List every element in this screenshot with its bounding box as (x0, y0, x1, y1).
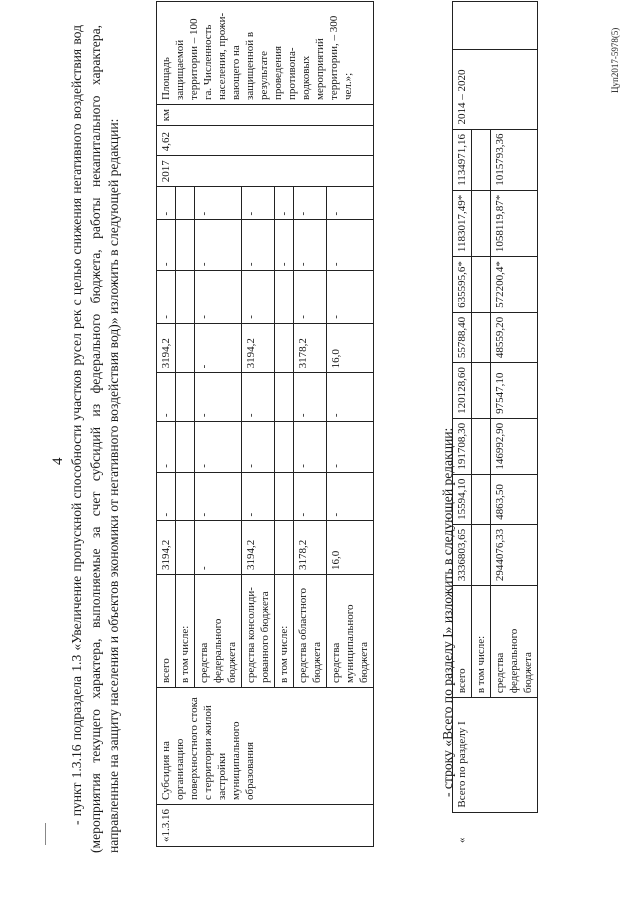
table-cell: - (242, 187, 275, 220)
table-cell (472, 524, 491, 585)
row-label: средства консолиди-рованного бюджета (242, 574, 275, 687)
table-cell: 3194,2 (242, 323, 275, 373)
table-cell: - (294, 187, 327, 220)
table-cell: 635595,6* (453, 257, 472, 313)
table-cell: 572200,4* (491, 257, 538, 313)
table-cell (176, 187, 195, 220)
table-cell (275, 373, 294, 422)
table-cell: - (195, 373, 242, 422)
table-cell: 1183017,49* (453, 190, 472, 256)
table-cell: - (275, 220, 294, 271)
table-cell: - (157, 187, 176, 220)
table-cell: - (195, 422, 242, 473)
table-cell: - (327, 422, 374, 473)
intro-paragraph (68, 25, 124, 853)
table-cell (275, 271, 294, 324)
table-cell (176, 271, 195, 324)
table-cell (176, 220, 195, 271)
table-cell: - (242, 472, 275, 521)
table-row (453, 2, 472, 848)
table-cell (176, 472, 195, 521)
table-cell: - (157, 271, 176, 324)
table-cell: 55788,40 (453, 312, 472, 362)
table-cell: - (275, 187, 294, 220)
table-cell: - (242, 422, 275, 473)
table-cell (472, 363, 491, 419)
table-cell (176, 373, 195, 422)
table-cell (472, 418, 491, 474)
table-cell: - (157, 220, 176, 271)
table-cell: - (195, 323, 242, 373)
table-cell: 2944076,33 (491, 524, 538, 585)
table-cell (472, 312, 491, 362)
total-table (452, 1, 538, 847)
table-cell: - (327, 220, 374, 271)
table-cell (472, 129, 491, 190)
table-cell: 146992,90 (491, 418, 538, 474)
table-cell: 4863,50 (491, 474, 538, 524)
row-label: всего (157, 574, 176, 687)
table-cell: - (294, 220, 327, 271)
after-paragraph: - строку «Всего по разделу I» изложить в следующей редакции: (440, 427, 455, 797)
table-cell: 191708,30 (453, 418, 472, 474)
table-cell (176, 422, 195, 473)
table-cell (472, 257, 491, 313)
table-cell: - (157, 422, 176, 473)
table-cell: - (242, 220, 275, 271)
table-cell: 3194,2 (157, 521, 176, 574)
table-cell: 48559,20 (491, 312, 538, 362)
table-cell (275, 422, 294, 473)
table-cell: 3336803,65 (453, 524, 472, 585)
table-cell: 3194,2 (242, 521, 275, 574)
table-row (157, 2, 176, 847)
table-cell: 97547,10 (491, 363, 538, 419)
page-number: 4 (50, 457, 66, 465)
table-cell: - (195, 472, 242, 521)
table-cell (275, 521, 294, 574)
table-cell: - (327, 271, 374, 324)
table-cell: 1058119,87* (491, 190, 538, 256)
total-name: Всего по разделу I (453, 698, 538, 812)
table-cell (176, 521, 195, 574)
table-cell: - (327, 472, 374, 521)
document-id: Цуп2017-5978(5) (610, 27, 620, 93)
table-cell: - (242, 271, 275, 324)
table-cell: - (294, 271, 327, 324)
years-cell: 2014 – 2020 (453, 50, 538, 130)
quote-mark: « (455, 837, 468, 843)
table-cell: 120128,60 (453, 363, 472, 419)
row-label: в том числе: (176, 574, 195, 687)
table-cell (176, 323, 195, 373)
table-cell (275, 472, 294, 521)
table-cell: - (157, 373, 176, 422)
table-cell (472, 190, 491, 256)
table-cell: - (157, 472, 176, 521)
table-cell (275, 323, 294, 373)
item-table (156, 1, 374, 847)
table-cell: - (195, 521, 242, 574)
table-cell: 3194,2 (157, 323, 176, 373)
table-cell (472, 474, 491, 524)
table-cell: - (327, 373, 374, 422)
row-label: средства федерального бюджета (195, 574, 242, 687)
table-cell: - (195, 271, 242, 324)
table-cell: - (195, 220, 242, 271)
row-label: всего (453, 586, 472, 698)
item-name: Субсидия на организацию поверхностного стока с территории жилой застройки муниципального образования (157, 688, 374, 805)
row-label: средства федерального бюджета (491, 586, 538, 698)
unit-value-cell: 4,62 (157, 126, 374, 156)
row-label: средства областного бюджета (294, 574, 327, 687)
table-cell: 3178,2 (294, 323, 327, 373)
row-label: в том числе: (275, 574, 294, 687)
table-cell: 1015793,36 (491, 129, 538, 190)
intro-text: - пункт 1.3.16 подраздела 1.3 «Увеличение пропускной способности участков русел рек с целью снижения негативного воздействия вод (мероприятия текущего характера, выполняемые за счет субсидий из федерального бюджета, работы некапитального характера, направленные на защиту населения и объектов экономики от негативного воздействия вод)» изложить в следующей редакции: (69, 25, 121, 853)
table-cell: - (327, 187, 374, 220)
row-label: в том числе: (472, 586, 491, 698)
corner-mark (45, 823, 46, 845)
table-cell: 1134971,16 (453, 129, 472, 190)
table-cell: 3178,2 (294, 521, 327, 574)
result-cell: Площадь защищаемой территории – 100 га. Численность населения, прожи-вающего на защищенной в результате проведения противопа-водковых мероприятий территории, – 300 чел.»; (157, 2, 374, 105)
table-cell: - (294, 472, 327, 521)
table-cell: - (294, 373, 327, 422)
item-number: «1.3.16 (157, 805, 374, 847)
unit-cell: км (157, 104, 374, 125)
table-cell: 15594,10 (453, 474, 472, 524)
year-cell: 2017 (157, 156, 374, 187)
table-cell: 16,0 (327, 521, 374, 574)
table-cell: - (242, 373, 275, 422)
table-cell: - (294, 422, 327, 473)
table-cell: 16,0 (327, 323, 374, 373)
table-cell: - (195, 187, 242, 220)
empty-cell (453, 2, 538, 50)
row-label: средства муниципального бюджета (327, 574, 374, 687)
